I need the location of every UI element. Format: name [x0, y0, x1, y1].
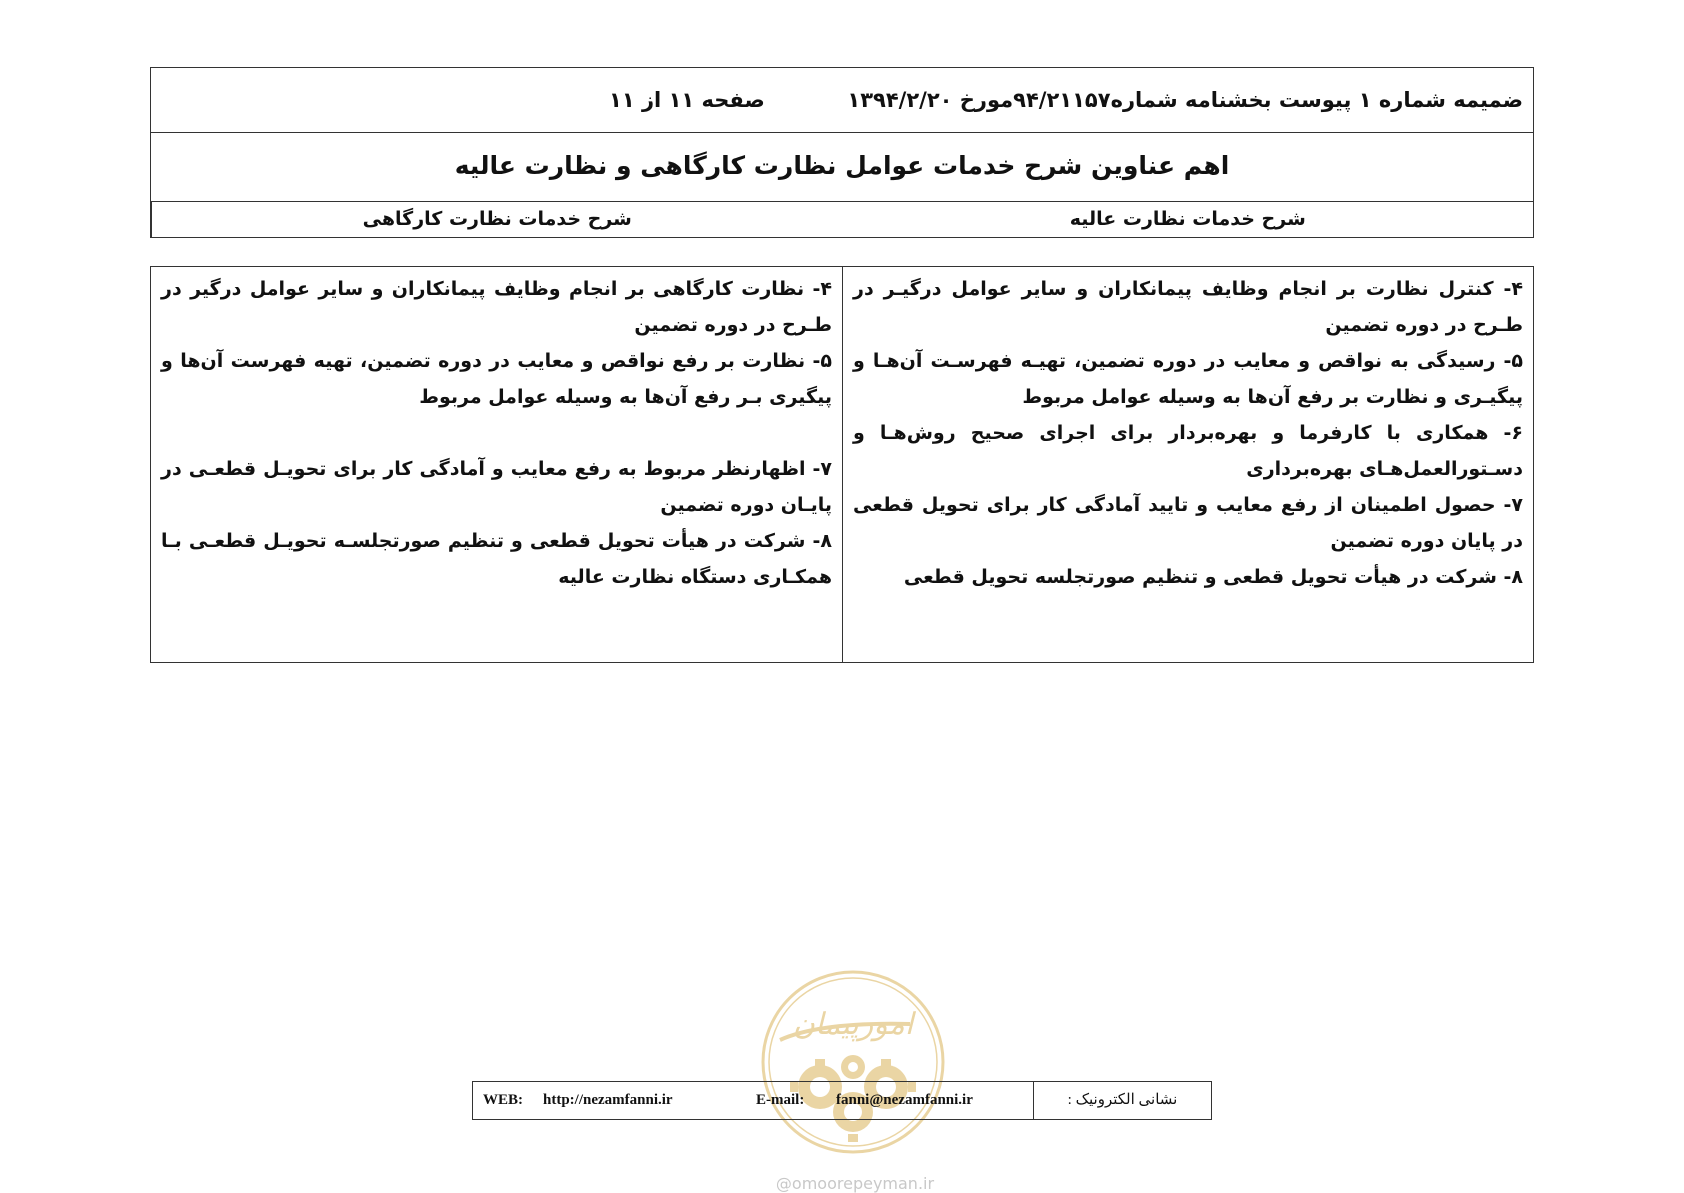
title-row [150, 132, 1534, 202]
services-table [150, 266, 1534, 663]
web-link[interactable]: http://nezamfanni.ir [543, 1092, 673, 1108]
email-link[interactable]: fanni@nezamfanni.ir [836, 1092, 973, 1108]
page-number: صفحه ۱۱ از ۱۱ [609, 88, 765, 112]
list-item: ۴- کنترل نظارت بر انجام وظایف پیمانکاران و سایر عوامل درگیـر در طـرح در دوره تضمین [853, 278, 1523, 336]
header-row [150, 67, 1534, 132]
high-supervision-heading: شرح خدمات نظارت عالیه [1069, 208, 1306, 230]
footer-links [473, 1082, 1034, 1119]
watermark-caption: @omoorepeyman.ir [775, 1174, 935, 1193]
spacer [161, 415, 832, 451]
watermark-logo [760, 962, 946, 1162]
high-supervision-column [842, 267, 1533, 662]
watermark-logo-text: امورپیمان [792, 1007, 914, 1042]
electronic-address-label: نشانی الکترونیک : [1067, 1092, 1178, 1108]
web-label: WEB: [483, 1092, 524, 1108]
list-item: ۸- شرکت در هیأت تحویل قطعی و تنظیم صورتجلسـه تحویـل قطعـی بـا همکـاری دستگاه نظارت عالیه [161, 530, 832, 588]
circular-reference: ضمیمه شماره ۱ پیوست بخشنامه شماره۹۴/۲۱۱۵۷مورخ ۱۳۹۴/۲/۲۰ [847, 88, 1523, 112]
site-supervision-heading: شرح خدمات نظارت کارگاهی [151, 202, 843, 237]
list-item: ۷- حصول اطمینان از رفع معایب و تایید آمادگی کار برای تحویل قطعی در پایان دوره تضمین [853, 494, 1523, 552]
list-item: ۶- همکاری با کارفرما و بهره‌بردار برای اجرای صحیح روش‌هـا و دسـتورالعمل‌هـای بهره‌برداری [853, 422, 1523, 480]
document-title: اهم عناوین شرح خدمات عوامل نظارت کارگاهی و نظارت عالیه [454, 151, 1230, 180]
email-label: E-mail: [756, 1092, 805, 1108]
list-item: ۵- رسیدگی به نواقص و معایب در دوره تضمین، تهیـه فهرسـت آن‌هـا و پیگیـری و نظارت بر رفع آن‌ها به وسیله عوامل مربوط [853, 350, 1523, 408]
list-item: ۵- نظارت بر رفع نواقص و معایب در دوره تضمین، تهیه فهرست آن‌ها و پیگیری بـر رفع آن‌ها به وسیله عوامل مربوط [161, 350, 832, 408]
list-item: ۷- اظهارنظر مربوط به رفع معایب و آمادگی کار برای تحویـل قطعـی در پایـان دوره تضمین [161, 458, 832, 516]
list-item: ۴- نظارت کارگاهی بر انجام وظایف پیمانکاران و سایر عوامل درگیر در طـرح در دوره تضمین [161, 278, 832, 336]
column-headings [150, 201, 1534, 238]
list-item: ۸- شرکت در هیأت تحویل قطعی و تنظیم صورتجلسه تحویل قطعی [903, 566, 1523, 588]
footer [472, 1081, 1212, 1120]
site-supervision-column [151, 267, 842, 662]
